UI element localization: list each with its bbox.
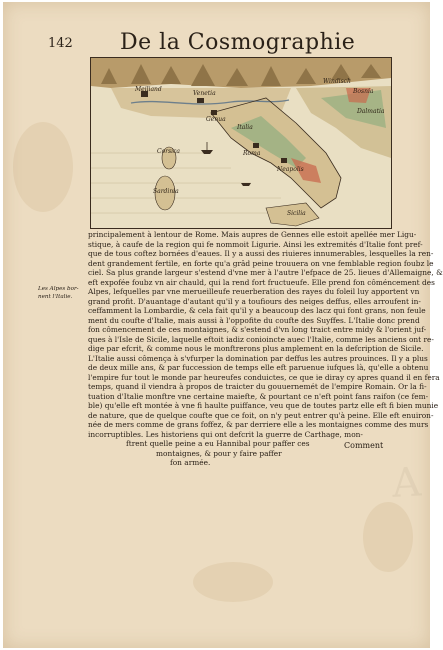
text-line: ble) qu'elle eft montée à vne fi haulte puiffance, veu que de toutes partz elle eft fi bien munie: [88, 401, 439, 410]
text-line: principalement à lentour de Rome. Mais aupres de Gennes elle estoit apellée mer Ligu-: [88, 230, 417, 239]
text-line: fon armée.: [170, 458, 211, 467]
text-line: ment du coufte d'Italie, mais aussi à l'oppofite du coufte des Suyffes. L'Italie donc prend: [88, 315, 420, 325]
text-line: l'empire fur tout le monde par heureufes conduictes, ce que ie diray cy apres quand il en fera: [88, 372, 440, 382]
text-line: grand profit. D'auantage d'autant qu'il y a toufiours des neiges deffus, elles arroufent in-: [88, 296, 421, 306]
text-line: dige par efcrit, & comme nous le monftrerons plus amplement en la defcription de Sicile.: [88, 344, 424, 353]
map-label-roma: Roma: [243, 150, 261, 157]
paper-stain: [363, 502, 413, 572]
text-line: ques à l'Isle de Sicile, laquelle eftoit iadiz conioincte auec l'Italie, comme les anciens ont re-: [88, 334, 434, 344]
show-through-ghost: A: [390, 459, 427, 507]
text-line: née de mers comme de grans foffez, & par derriere elle a les montaignes comme des murs: [88, 420, 429, 429]
text-line: ftrent quelle peine a eu Hannibal pour paffer ces: [126, 439, 310, 448]
text-line: fon cômencement de ces montaignes, & s'estend d'vn long traict entre midy & l'orient juf-: [88, 325, 427, 334]
text-line: de nature, que de quelque coufte que ce foit, on n'y peut entrer qu'à peine. Elle eft enuiron-: [88, 410, 434, 420]
map-label-dalmatia: Dalmatia: [357, 108, 385, 115]
running-head: De la Cosmographie: [120, 30, 356, 55]
page-number: 142: [48, 36, 73, 51]
catchword: Comment: [344, 441, 384, 450]
marginal-note-line: Les Alpes bor-: [38, 286, 79, 292]
text-line: que de tous coftez bornées d'eaues. Il y a aussi des riuieres innumerables, lesquelles la ren-: [88, 249, 434, 258]
text-line: L'Italie aussi cômença à s'vfurper la domination par deffus les autres prouinces. Il y a plus: [88, 353, 428, 363]
map-label-genua: Genua: [206, 116, 226, 123]
marginal-note-line: nent l'Italie.: [38, 294, 73, 300]
paper-stain: [193, 562, 273, 602]
text-line: ciel. Sa plus grande largeur s'estend d'vne mer à l'autre l'efpace de 25. lieues d'Allemaigne, &: [88, 268, 443, 277]
map-label-bosnia: Bosnia: [353, 88, 374, 95]
map-label-italia: Italia: [237, 124, 253, 131]
map-label-neapolis: Neapolis: [277, 166, 304, 173]
body-text: [88, 230, 443, 468]
map-label-sardinia: Sardinia: [153, 188, 179, 195]
text-line: temps, quand il viendra à propos de traicter du gouuernemét de l'empire Romain. Or la fi-: [88, 382, 427, 391]
text-line: montaignes, & pour y faire paffer: [156, 448, 282, 458]
text-line: tuation d'Italie monftre vne certaine maiefte, & pourtant ce n'eft point fans raifon (ce fem-: [88, 391, 429, 401]
text-line: stique, à caufe de la region qui fe nommoit Ligurie. Ainsi les extremités d'Italie font pref-: [88, 239, 423, 249]
map-label-sicilia: Sicilia: [287, 210, 306, 217]
text-line: de deux mille ans, & par fuccession de temps elle eft paruenue iufques là, qu'elle a obtenu: [88, 363, 429, 372]
text-line: incorruptibles. Les historiens qui ont defcrit la guerre de Carthage, mon-: [88, 429, 363, 439]
text-line: eft expofée foubz vn air chauld, qui la rend fort fructueufe. Elle prend fon côméncement des: [88, 277, 435, 287]
map-label-windisch: Windisch: [323, 78, 351, 85]
marginal-note: [38, 285, 82, 301]
map-label-corsica: Corsica: [157, 148, 181, 155]
map-label-mediolanum: Meiliand: [135, 86, 162, 93]
paper-stain: [13, 122, 73, 212]
text-line: ceffamment la Lombardie, & cela fait qu'il y a beaucoup des lacz qui font grans, non feule: [88, 306, 426, 315]
text-line: dent grandement fertile, en forte qu'a grâd peine trouuera on vne femblable region foubz le: [88, 258, 434, 268]
italy-woodcut-map: [90, 57, 392, 229]
map-label-venetia: Venetia: [193, 90, 216, 97]
text-line: Alpes, lefquelles par vne merueilleufe reuerberation des rayes du foleil luy apportent vn: [88, 287, 420, 296]
